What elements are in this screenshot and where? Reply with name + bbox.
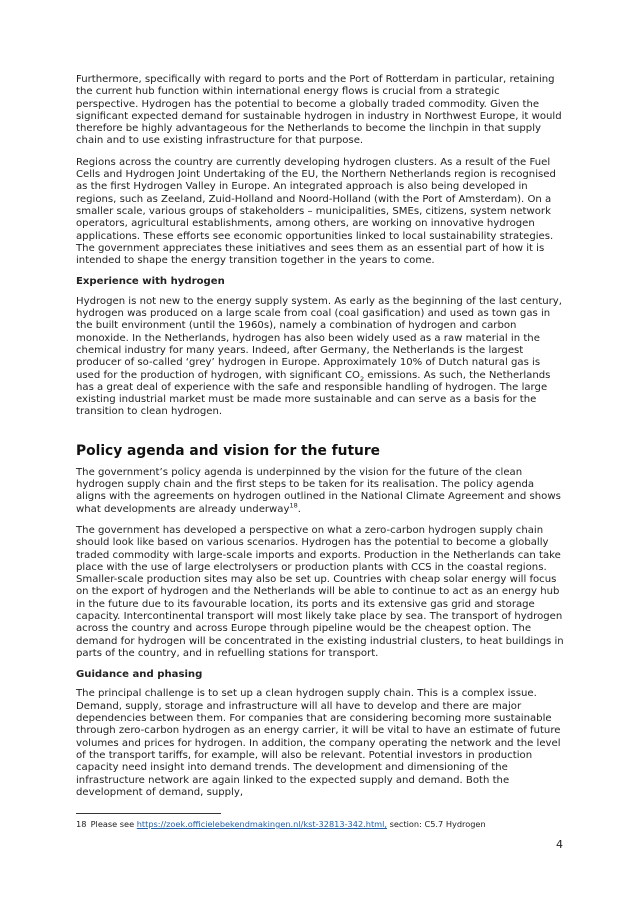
footnote-suffix: section: C5.7 Hydrogen (387, 819, 486, 829)
footnote-number: 18 (76, 819, 87, 829)
paragraph-perspective: The government has developed a perspective on what a zero-carbon hydrogen supply chain should look like based on various scenarios. Hydrogen has the potential to become a globally traded commodity with large-scale imports and exports. Production in the Netherlands can take place with the use of large electrolysers or production plants with CCS in the coastal regions. Smaller-scale production sites may also be set up. Countries with cheap solar energy will focus on the export of hydrogen and the Netherlands will be able to continue to act as an energy hub in the future due to its favourable location, its ports and its extensive gas grid and storage capacity. Intercontinental transport will most likely take place by sea. The transport of hydrogen across the country and across Europe through pipeline would be the cheapest option. The demand for hydrogen will be concentrated in the existing industrial clusters, to heat buildings in parts of the country, and in refuelling stations for transport. (76, 524, 564, 659)
subheading-experience: Experience with hydrogen (76, 276, 225, 288)
paragraph-ports: Furthermore, specifically with regard to ports and the Port of Rotterdam in particular, retaining the current hub function within international energy flows is crucial from a strategic perspective. Hydrogen has the potential to become a globally traded commodity. Given the significant expected demand for sustainable hydrogen in industry in Northwest Europe, it would therefore be highly advantageous for the Netherlands to become the linchpin in that supply chain and to use existing infrastructure for that purpose. (76, 74, 562, 147)
paragraph-guidance: The principal challenge is to set up a clean hydrogen supply chain. This is a complex issue. Demand, supply, storage and infrastructure will all have to develop and there are major dependencies between them. For companies that are considering becoming more sustainable through zero-carbon hydrogen as an energy carrier, it will be vital to have an estimate of future volumes and prices for hydrogen. In addition, the company operating the network and the level of the transport tariffs, for example, will also be relevant. Potential investors in production capacity need insight into demand trends. The development and dimensioning of the infrastructure network are again linked to the expected supply and demand. Both the development of demand, supply, (76, 688, 561, 798)
page-body (76, 74, 564, 808)
subheading-guidance: Guidance and phasing (76, 669, 203, 681)
policy-text-end: . (297, 503, 301, 515)
experience-text-part1: Hydrogen is not new to the energy supply system. As early as the beginning of the last century, hydrogen was produced on a large scale from coal (coal gasification) and used as town gas in the built environment (until the 1960s), namely a combination of hydrogen and carbon monoxide. In the Netherlands, hydrogen has also been widely used as a raw material in the chemical industry for many years. Indeed, after Germany, the Netherlands is the largest producer of so-called ‘grey’ hydrogen in Europe. Approximately 10% of Dutch natural gas is used for the production of hydrogen, with significant CO (76, 295, 562, 381)
footnote-link[interactable]: https://zoek.officielebekendmakingen.nl/kst-32813-342.html, (136, 819, 388, 829)
paragraph-policy-agenda (76, 467, 564, 516)
paragraph-regions: Regions across the country are currently developing hydrogen clusters. As a result of the Fuel Cells and Hydrogen Joint Undertaking of the EU, the Northern Netherlands region is recognised as the first Hydrogen Valley in Europe. An integrated approach is also being developed in regions, such as Zeeland, Zuid-Holland and Noord-Holland (with the Port of Amsterdam). On a smaller scale, various groups of stakeholders – municipalities, SMEs, citizens, system network operators, agricultural establishments, among others, are working on innovative hydrogen applications. These efforts see economic opportunities linked to local sustainability strategies. The government appreciates these initiatives and sees them as an essential part of how it is intended to shape the energy transition together in the years to come. (76, 156, 556, 267)
paragraph-experience (76, 296, 564, 419)
footnote-prefix: Please see (90, 819, 137, 829)
page-number: 4 (556, 838, 563, 851)
footnote-divider (76, 813, 221, 814)
policy-text: The government’s policy agenda is underpinned by the vision for the future of the clean hydrogen supply chain and the first steps to be taken for its realisation. The policy agenda aligns with the agreements on hydrogen outlined in the National Climate Agreement and shows what developments are already underway (76, 466, 561, 515)
co2-subscript: 2 (359, 374, 365, 383)
footnote (76, 819, 564, 829)
experience-text-part2: emissions. As such, the Netherlands has a great deal of experience with the safe and responsible handling of hydrogen. The large existing industrial market must be made more sustainable and can serve as a basis for the transition to clean hydrogen. (76, 369, 551, 418)
footnote-reference[interactable]: 18 (289, 501, 298, 510)
section-heading-policy: Policy agenda and vision for the future (76, 442, 381, 459)
